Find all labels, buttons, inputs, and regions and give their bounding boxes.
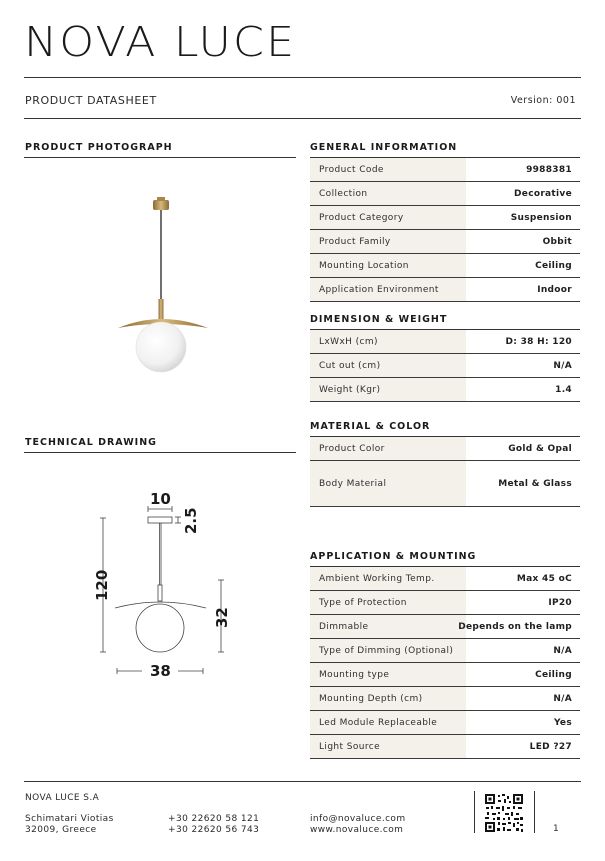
spec-row: [310, 711, 580, 735]
qr-code-icon: [484, 793, 524, 833]
spec-value: Ceiling: [535, 669, 572, 680]
spec-row: [310, 735, 580, 759]
spec-value: Gold & Opal: [508, 443, 572, 454]
footer-email-link[interactable]: info@novaluce.com: [310, 814, 406, 824]
spec-label: Mounting type: [310, 663, 466, 686]
section-line-drawing: [24, 452, 296, 453]
spec-row: [310, 182, 580, 206]
product-photo: [110, 192, 220, 382]
spec-value: Suspension: [510, 212, 572, 223]
spec-row: [310, 639, 580, 663]
section-title-material: MATERIAL & COLOR: [310, 421, 431, 432]
dim-top-height: 2.5: [182, 507, 200, 534]
spec-label: Type of Protection: [310, 591, 466, 614]
spec-label: Ambient Working Temp.: [310, 567, 466, 590]
spec-label: Cut out (cm): [310, 354, 466, 377]
spec-value: IP20: [548, 597, 572, 608]
spec-value: Max 45 oC: [516, 573, 572, 584]
page-number: 1: [553, 824, 560, 834]
dim-total-height: 120: [93, 569, 111, 601]
spec-value: N/A: [553, 693, 572, 704]
spec-label: Mounting Location: [310, 254, 466, 277]
spec-value: Obbit: [542, 236, 572, 247]
spec-label: Dimmable: [310, 615, 466, 638]
spec-value: N/A: [553, 360, 572, 371]
spec-row: [310, 437, 580, 461]
spec-label: Weight (Kgr): [310, 378, 466, 401]
spec-label: Product Family: [310, 230, 466, 253]
spec-row: [310, 158, 580, 182]
section-title-application: APPLICATION & MOUNTING: [310, 551, 477, 562]
spec-value: D: 38 H: 120: [505, 336, 572, 347]
spec-row: [310, 206, 580, 230]
dim-diameter: 38: [150, 662, 171, 680]
qr-divider-right: [534, 791, 535, 833]
spec-value: LED ?27: [529, 741, 572, 752]
spec-value: Depends on the lamp: [458, 621, 572, 632]
section-title-drawing: TECHNICAL DRAWING: [25, 437, 157, 448]
brand-logo: NOVA LUCE: [24, 18, 297, 66]
spec-row: [310, 330, 580, 354]
spec-label: Application Environment: [310, 278, 466, 301]
footer-divider: [24, 781, 581, 782]
page-title: PRODUCT DATASHEET: [25, 94, 157, 107]
application-table: [310, 567, 580, 759]
section-title-dimension: DIMENSION & WEIGHT: [310, 314, 448, 325]
spec-value: Decorative: [514, 188, 572, 199]
spec-value: Yes: [553, 717, 572, 728]
footer-website-link[interactable]: www.novaluce.com: [310, 825, 404, 835]
header-divider-bottom: [24, 118, 581, 119]
footer-phone-2: +30 22620 56 743: [168, 825, 260, 835]
section-title-photo: PRODUCT PHOTOGRAPH: [25, 142, 173, 153]
spec-row: [310, 567, 580, 591]
spec-row: [310, 254, 580, 278]
spec-label: Light Source: [310, 735, 466, 758]
spec-value: Ceiling: [535, 260, 572, 271]
spec-row: [310, 687, 580, 711]
footer-address-line-2: 32009, Greece: [25, 825, 97, 835]
dim-drop: 32: [213, 607, 231, 628]
spec-value: 9988381: [526, 164, 572, 175]
spec-row: [310, 663, 580, 687]
dimension-table: [310, 330, 580, 402]
spec-label: LxWxH (cm): [310, 330, 466, 353]
spec-label: Product Color: [310, 437, 466, 460]
spec-row: [310, 354, 580, 378]
technical-drawing: [90, 490, 250, 690]
section-line-photo: [24, 157, 296, 158]
footer-phone-1: +30 22620 58 121: [168, 814, 260, 824]
spec-label: Type of Dimming (Optional): [310, 639, 466, 662]
dim-top-width: 10: [150, 490, 171, 508]
spec-row: [310, 278, 580, 302]
spec-row: [310, 461, 580, 507]
spec-value: N/A: [553, 645, 572, 656]
footer-company: NOVA LUCE S.A: [25, 793, 100, 803]
general-info-table: [310, 158, 580, 302]
spec-label: Mounting Depth (cm): [310, 687, 466, 710]
material-table: [310, 437, 580, 507]
spec-value: Metal & Glass: [498, 478, 572, 489]
spec-label: Body Material: [310, 461, 466, 506]
spec-value: 1.4: [555, 384, 572, 395]
spec-label: Product Category: [310, 206, 466, 229]
qr-divider-left: [474, 791, 475, 833]
section-title-general: GENERAL INFORMATION: [310, 142, 458, 153]
spec-row: [310, 591, 580, 615]
spec-label: Led Module Replaceable: [310, 711, 466, 734]
spec-label: Collection: [310, 182, 466, 205]
header-divider-top: [24, 77, 581, 78]
spec-label: Product Code: [310, 158, 466, 181]
spec-value: Indoor: [537, 284, 572, 295]
spec-row: [310, 615, 580, 639]
spec-row: [310, 230, 580, 254]
spec-row: [310, 378, 580, 402]
version-label: Version: 001: [510, 95, 576, 106]
footer-address-line-1: Schimatari Viotias: [25, 814, 114, 824]
